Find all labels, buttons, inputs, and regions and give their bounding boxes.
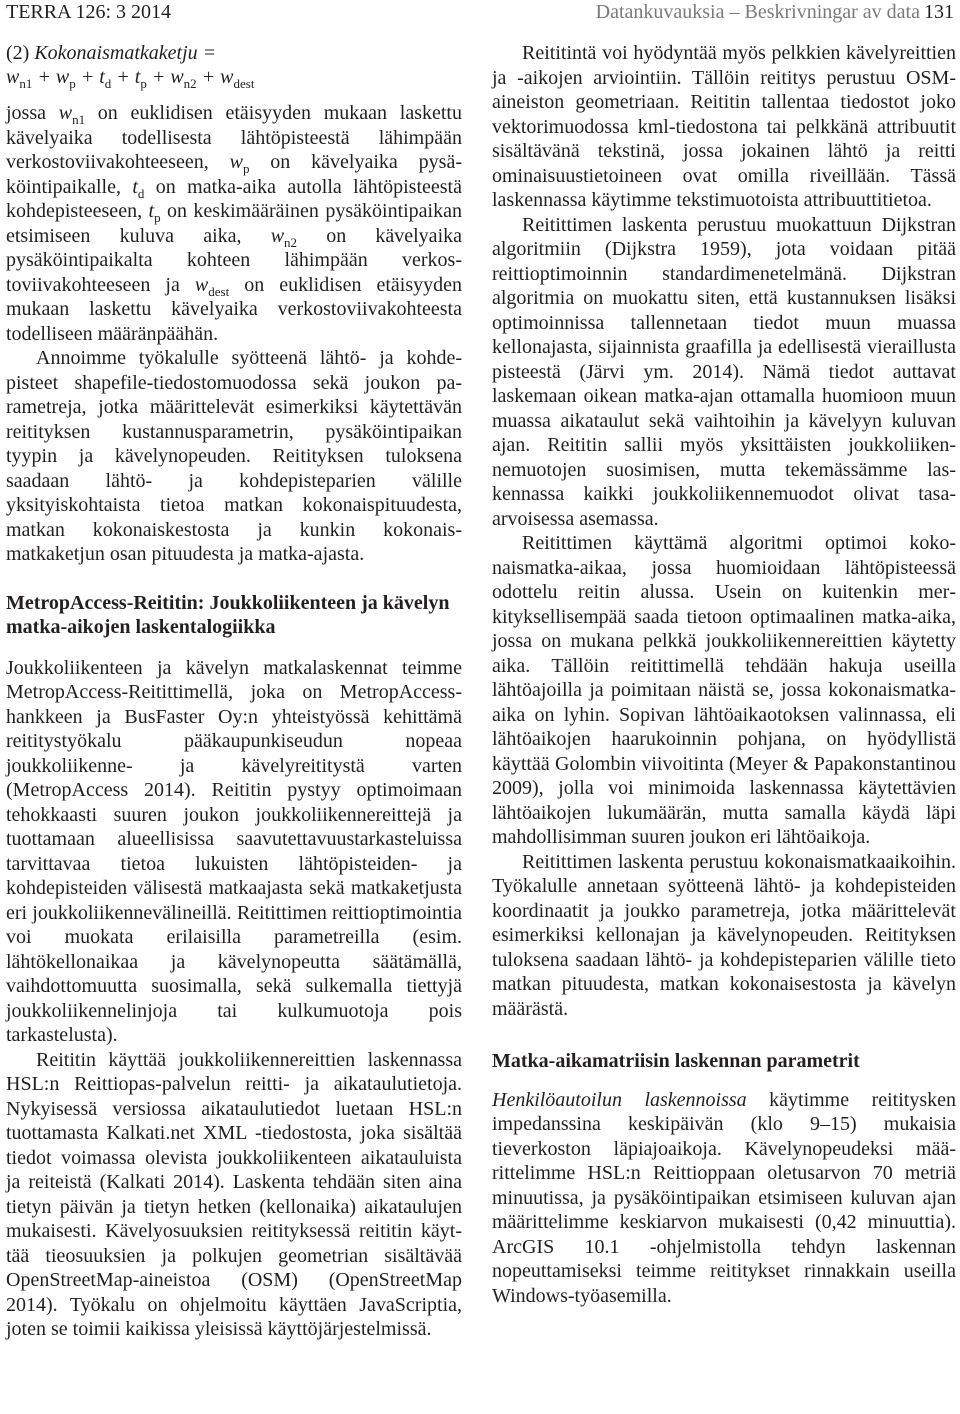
section-heading: Matka-aikamatriisin laskennan parametrit <box>492 1050 860 1072</box>
paragraph: Reititin käyttää joukkoliikennereittien laskennassa HSL:n Reittiopas-palvelun reitti- ja aikataulutietoja. Nykyisessä versiossa aikataulutiedot luetaan HSL:n tuottamasta Kalkati.net XML -tiedostosta, joka sisältää tiedot voimassa olevista joukkoliikenteen aikatauluista ja reiteistä (Kalkati 2014). Laskenta tehdään siten aina tietyn päivän ja tietyn hetken (kellonaika) aikataulujen mukaisesti. Kävelyosuuksien reitityksessä reititin käyttää tieosuuksien ja polkujen geometrian sisältävää OpenStreetMap-aineistoa (OSM) (OpenStreetMap 2014). Työkalu on ohjelmoitu käyttäen JavaScriptia, joten se toimii kaikissa yleisissä käyttöjärjestelmissä. <box>6 1048 462 1340</box>
paragraph: Annoimme työkalulle syötteenä lähtö- ja kohdepisteet shapefile-tiedostomuodossa sekä joukon parametreja, jotka määrittelevät esimerkiksi käytettävän reitityksen kustannusparametrin, pysäköintipaikan tyypin ja kävelynopeuden. Reitityksen tuloksena saadaan lähtö- ja kohdepisteparien välille yksityiskohtaista tietoa matkan kokonaispituudesta, matkan kokonaiskestosta ja kunkin kokonaismatkaketjun osan pituudesta ja matka-ajasta. <box>6 347 462 565</box>
formula-expression: $w_{n1} + w_p + t_d + t_p + w_{n2} + w_{dest}$ <box>6 66 255 91</box>
paragraph: Reitittimen laskenta perustuu muokattuun Dijkstran algoritmiin (Dijkstra 1959), jota voidaan pitää reittioptimoinnin standardimenetelmänä. Dijkstran algoritmia on muokattu siten, että kustannuksen lisäksi optimoinnissa tallennetaan tiedot muun muassa kellonajasta, sijainnista graafilla ja edellisestä vieraillusta pisteestä (Järvi ym. 2014). Nämä tiedot auttavat laskemaan oikean matka-ajan ottamalla huomioon muun muassa aikataulut sekä vaihtoihin ja kävelyyn kuluvan ajan. Reititin sallii myös yksittäisten joukkoliikennemuotojen suosimisen, mutta tekemässämme laskennassa kaikki joukkoliikennemuodot olivat tasa-arvoisessa asemassa. <box>492 213 956 530</box>
equation-number: (2) <box>6 42 30 64</box>
paragraph: Joukkoliikenteen ja kävelyn matkalaskennat teimme MetropAccess-Reitittimellä, joka on MetropAccess-hankkeen ja BusFaster Oy:n yhteistyössä kehittämä reititystyökalu pääkaupunkiseudun nopeaa joukkoliikenne- ja kävelyreititystä varten (MetropAccess 2014). Reititin pystyy optimoimaan tehokkaasti suuren joukon joukkoliikennereittejä ja tuottamaan alueellisissa saavutettavuustarkasteluissa tarvittavaa tietoa lukuisten lähtöpisteiden- ja kohdepisteiden välisestä matkaajasta sekä matkaketjusta eri joukkoliikennevälineillä. Reitittimen reittioptimointia voi muokata erilaisilla parametreilla (esim. lähtökellonaikaa ja kävelynopeutta säätämällä, vaihdottomuutta suosimalla, sekä sulkemalla tiettyjä joukkoliikennelinjoja tai kulkumuotoja pois tarkastelusta). <box>6 656 462 1046</box>
page-number: 131 <box>924 1 954 23</box>
paragraph: Henkilöautoilun laskennoissa käytimme reititysken impedanssina keskipäivän (klo 9–15) mukaisia tieverkoston läpiajoaikoja. Kävelynopeudeksi määrittelimme HSL:n Reittioppaan oletusarvon 70 metriä minuutissa, ja pysäköintipaikan etsimiseen kuluvan ajan määrittelimme keskiarvon mukaisesti (0,42 minuuttia). ArcGIS 10.1 -ohjelmistolla tehdyn laskennan nopeuttamiseksi teimme reititykset rinnakkain useilla Windows-työasemilla. <box>492 1088 957 1307</box>
journal-citation: TERRA 126: 3 2014 <box>6 1 172 23</box>
emphasis: Henkilöautoilun laskennoissa <box>492 1088 747 1111</box>
paragraph: Reitittimen käyttämä algoritmi optimoi kokonaismatka-aikaa, jossa huomioidaan lähtöpisteessä odottelu reitin alussa. Usein on kuitenkin merkityksellisempää saada tietoon optimaalinen matka-aika, jossa on mukana pelkkä joukkoliikennereittien käytetty aika. Tällöin reitittimellä tehdään hakuja useilla lähtöajoilla ja poimitaan näistä se, jossa kokonaismatka-aika on lyhin. Sopivan lähtöaikaotoksen valinnassa, eli lähtöaikojen haarukoinnin pohjana, on hyödyllistä käyttää Golombin viivoitinta (Meyer & Papakonstantinou 2009), jolla voi minimoida laskennassa käytettävien lähtöaikojen lukumäärän, mutta samalla käydä läpi mahdollisimman suuren joukon eri lähtöaikoja. <box>492 532 956 848</box>
section-title: Datankuvauksia – Beskrivningar av data <box>595 1 920 23</box>
formula-2 <box>6 41 462 89</box>
page-header <box>0 0 960 30</box>
paragraph: Reititintä voi hyödyntää myös pelkkien kävelyreittien ja -aikojen arviointiin. Tällöin reititys perustuu OSM-aineiston geometriaan. Reititin tallentaa tiedostot joko vektorimuodossa kml-tiedostona tai pelkkänä attribuutit sisältävänä tekstinä, jossa jokainen lähtö ja reitti ominaisuustietoineen ovat omilla riveillään. Tässä laskennassa käytimme tekstimuotoista attribuuttitietoa. <box>492 42 956 211</box>
formula-label-line <box>6 41 462 65</box>
formula-label: Kokonaismatkaketju = <box>34 42 217 64</box>
left-column <box>6 41 462 1342</box>
section-heading: MetropAccess-Reititin: Joukkoliikenteen ja kävelyn matka-aikojen laskentalogiikka <box>6 591 450 638</box>
paragraph: Reitittimen laskenta perustuu kokonaismatkaaikoihin. Työkalulle annetaan syötteenä lähtö- ja kohdepisteiden koordinaatit ja joukko parametreja, jotka määrittelevät esimerkiksi kellonajan ja kävelynopeuden. Reitityksen tuloksena saadaan lähtö- ja kohdepisteparien välille tieto matkan pituudesta, matkan kokonaisestosta ja kävelyn määrästä. <box>492 850 956 1020</box>
formula-explanation-paragraph: jossa $w_{n1}$ on euklidisen etäisyyden mukaan laskettu kävelyaika todellisesta lähtöpisteestä lähimpään verkostoviivakohteeseen, $w_p$ on kävelyaika pysäköintipaikalle, $t_d$ on matka-aika autolla lähtöpisteestä kohdepisteeseen, $t_p$ on keskimääräinen pysäköintipaikan etsimiseen kuluva aika, $w_{n2}$ on kävelyaika pysäköintipaikalta kohteen lähimpään verkostoviivakohteeseen ja $w_{dest}$ on euklidisen etäisyyden mukaan laskettu kävelyaika verkostoviivakohteesta todelliseen määränpäähän. <box>6 102 463 345</box>
right-column <box>492 41 956 1308</box>
